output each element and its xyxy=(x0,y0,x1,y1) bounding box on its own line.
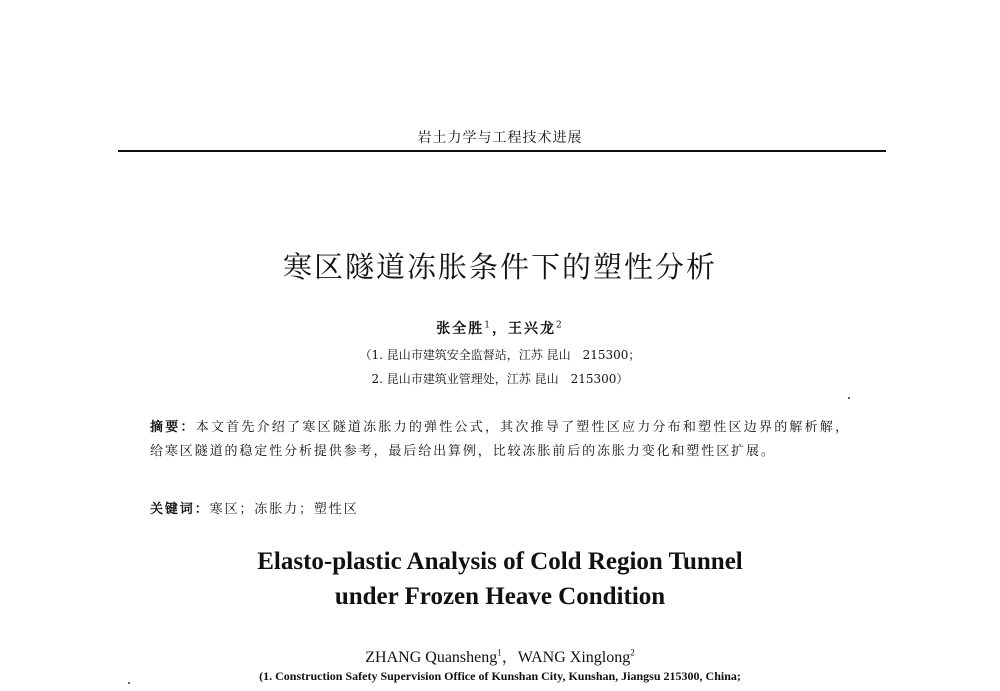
author-1-name: 张全胜 xyxy=(436,321,485,337)
author-separator-english: ， xyxy=(501,649,518,666)
author-2-name: 王兴龙 xyxy=(508,321,556,337)
abstract xyxy=(150,416,850,464)
author-2-superscript: 2 xyxy=(556,320,564,331)
header-rule xyxy=(118,150,886,152)
authors-chinese xyxy=(0,318,1000,338)
authors-english xyxy=(0,644,1000,667)
keywords-label: 关键词： xyxy=(150,502,210,517)
affiliation-chinese-1: （1. 昆山市建筑安全监督站，江苏 昆山 215300； xyxy=(359,348,641,362)
abstract-text: 本文首先介绍了寒区隧道冻胀力的弹性公式，其次推导了塑性区应力分布和塑性区边界的解析解，给寒区隧道的稳定性分析提供参考，最后给出算例，比较冻胀前后的冻胀力变化和塑性区扩展。 xyxy=(150,420,851,459)
title-chinese: 寒区隧道冻胀条件下的塑性分析 xyxy=(282,250,717,284)
scan-speck xyxy=(848,397,850,399)
scan-speck xyxy=(128,682,130,684)
author-2-superscript-english: 2 xyxy=(630,647,635,658)
affiliation-chinese-2: 2. 昆山市建筑业管理处，江苏 昆山 215300） xyxy=(371,372,629,386)
author-1-superscript: 1 xyxy=(484,320,492,331)
title-english-line-2: under Frozen Heave Condition xyxy=(334,583,666,610)
author-1-name-english: ZHANG Quansheng xyxy=(365,649,498,666)
author-2-name-english: WANG Xinglong xyxy=(517,649,631,666)
abstract-label: 摘要： xyxy=(150,420,196,435)
journal-header: 岩土力学与工程技术进展 xyxy=(417,130,583,146)
keywords-text: 寒区；冻胀力；塑性区 xyxy=(209,502,359,517)
title-english-line-1: Elasto-plastic Analysis of Cold Region Tunnel xyxy=(257,548,743,575)
affiliation-english-1: (1. Construction Safety Supervision Office of Kunshan City, Kunshan, Jiangsu 215300, China; xyxy=(259,669,741,683)
author-separator: ， xyxy=(492,321,508,337)
keywords xyxy=(150,498,850,517)
author-1-superscript-english: 1 xyxy=(497,647,502,658)
